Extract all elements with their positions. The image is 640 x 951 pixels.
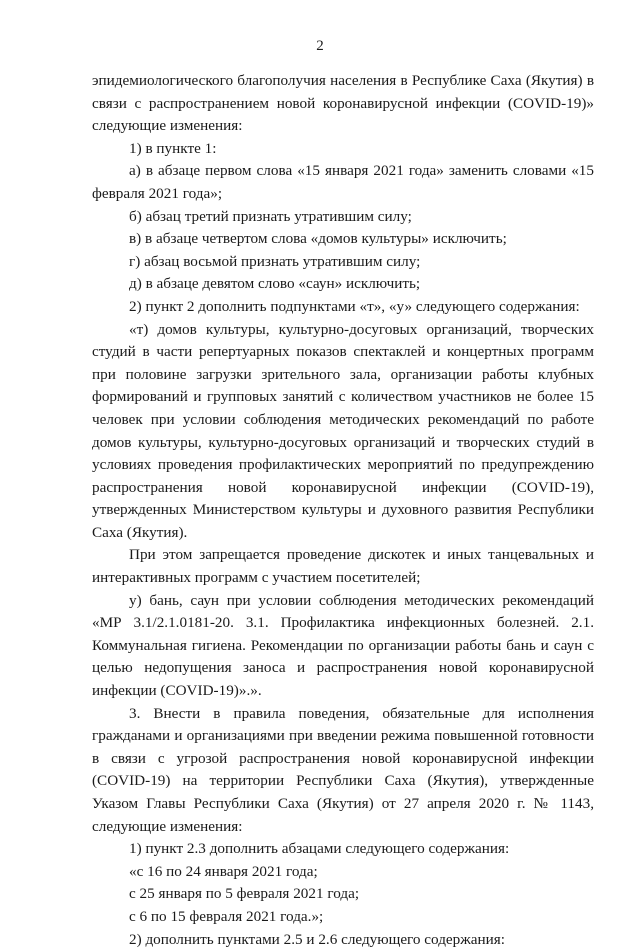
page-number: 2: [316, 38, 324, 54]
paragraph: с 25 января по 5 февраля 2021 года;: [129, 885, 360, 903]
paragraph: у) бань, саун при условии соблюдения методических рекомендаций «МР 3.1/2.1.0181-20. 3.1. Профилактика инфекционных болезней. 2.1. Коммунальная гигиена. Рекомендации по организации работы бань и саун с целью недопущения заноса и распространения новой коронавирусной инфекции (COVID-19)».».: [92, 591, 594, 700]
paragraph: в) в абзаце четвертом слова «домов культуры» исключить;: [129, 230, 507, 248]
paragraph: б) абзац третий признать утратившим силу;: [129, 207, 412, 225]
paragraph: 1) в пункте 1:: [129, 139, 217, 157]
paragraph: а) в абзаце первом слова «15 января 2021 года» заменить словами «15 февраля 2021 года»;: [92, 162, 594, 202]
document-body: [92, 70, 594, 951]
paragraph: При этом запрещается проведение дискотек и иных танцевальных и интерактивных программ с участием посетителей;: [92, 546, 594, 587]
paragraph: 2) пункт 2 дополнить подпунктами «т», «у» следующего содержания:: [129, 297, 580, 315]
paragraph: эпидемиологического благополучия населения в Республике Саха (Якутия) в связи с распространением новой коронавирусной инфекции (COVID-19)» следующие изменения:: [92, 72, 594, 135]
paragraph: 3. Внести в правила поведения, обязательные для исполнения гражданами и организациями при введении режима повышенной готовности в связи с угрозой распространения новой коронавирусной инфекции (COVID-19) на территории Республики Саха (Якутия), утвержденные Указом Главы Республики Саха (Якутия) от 27 апреля 2020 г. № 1143, следующие изменения:: [92, 704, 594, 835]
paragraph: с 6 по 15 февраля 2021 года.»;: [129, 907, 324, 925]
paragraph: 2) дополнить пунктами 2.5 и 2.6 следующего содержания:: [129, 930, 505, 948]
paragraph: «с 16 по 24 января 2021 года;: [129, 862, 318, 880]
paragraph: г) абзац восьмой признать утратившим силу;: [129, 252, 421, 270]
paragraph: 1) пункт 2.3 дополнить абзацами следующего содержания:: [129, 840, 510, 858]
paragraph: «т) домов культуры, культурно-досуговых организаций, творческих студий в части репертуарных показов спектаклей и концертных программ при половине загрузки зрительного зала, организации работы клубных формирований и групповых занятий с количеством участников не более 15 человек при условии соблюдения методических рекомендаций по работе домов культуры, культурно-досуговых организаций и творческих студий в условиях проведения профилактических мероприятий по предупреждению распространения новой коронавирусной инфекции (COVID-19), утвержденных Министерством культуры и духовного развития Республики Саха (Якутия).: [92, 320, 594, 541]
paragraph: д) в абзаце девятом слово «саун» исключить;: [129, 275, 421, 293]
